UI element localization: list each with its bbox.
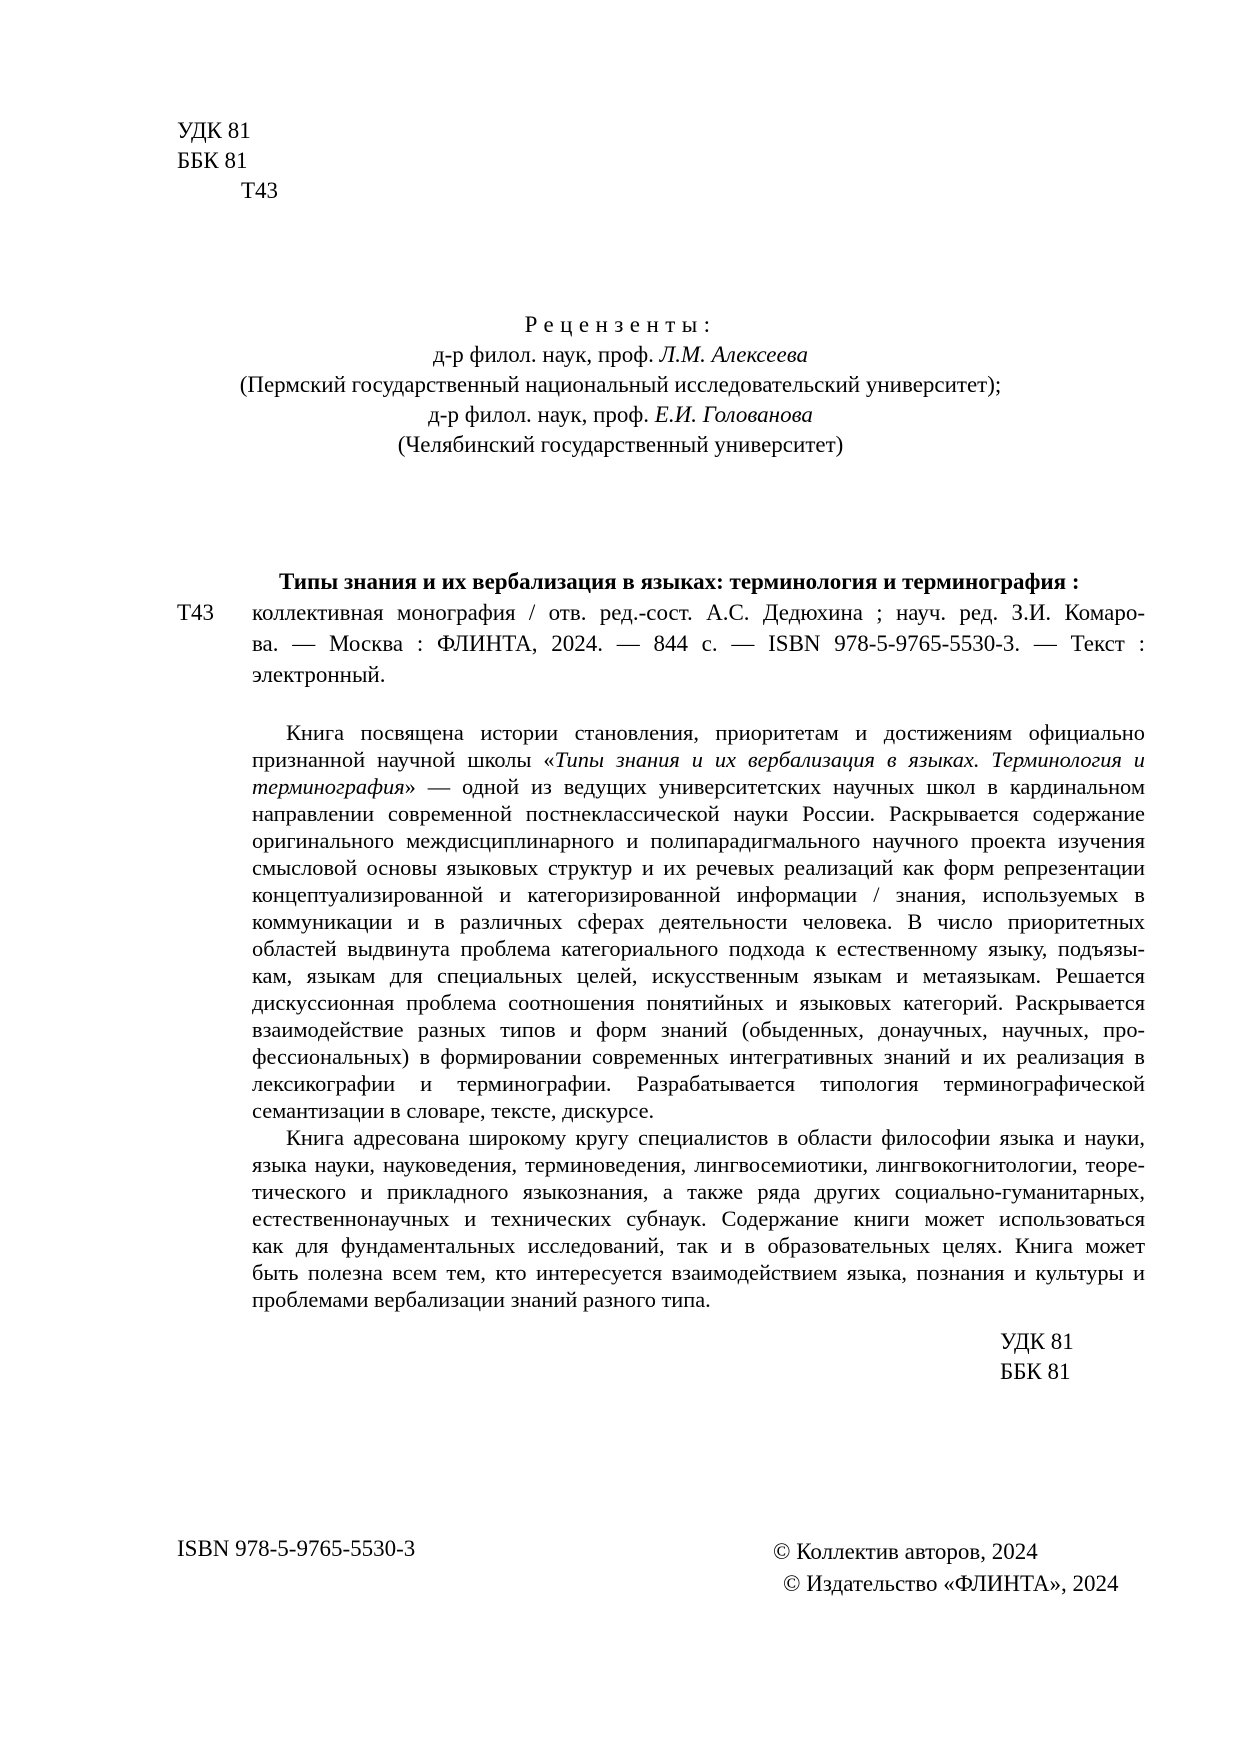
reviewer-1-degree: д-р филол. наук, проф. [432, 342, 654, 367]
school-name-italic: Типы знания и их вербализация в языках. Терминология и [554, 747, 1145, 772]
classification-top [177, 116, 278, 206]
annotation-line [252, 773, 1145, 800]
annotation-line: Книга посвящена истории становления, приоритетам и достижениям официально [286, 720, 1145, 745]
reviewer-2-name: Е.И. Голованова [654, 402, 813, 427]
copyright-authors: © Коллектив авторов, 2024 [773, 1539, 1038, 1564]
annotation-line: лексикографии и терминографии. Разрабатывается типология терминографической [252, 1071, 1145, 1096]
annotation-line: кам, языкам для специальных целей, искусственным языкам и метаязыкам. Решается [252, 963, 1145, 988]
annotation-text: признанной научной школы « [252, 747, 555, 772]
annotation-line: фессиональных) в формировании современных интегративных знаний и их реализация в [252, 1044, 1145, 1069]
annotation-line: оригинального междисциплинарного и полипарадигмального научного проекта изучения [252, 828, 1145, 853]
annotation-line: дискуссионная проблема соотношения понятийных и языковых категорий. Раскрывается [252, 990, 1145, 1015]
book-title: Типы знания и их вербализация в языках: терминология и терминография : [279, 569, 1080, 594]
annotation-line: как для фундаментальных исследований, так и в образовательных целях. Книга может [252, 1233, 1145, 1258]
annotation-line: языка науки, науковедения, терминоведения, лингвосемиотики, лингвокогнитологии, теоре- [252, 1152, 1145, 1177]
biblio-line-3: ва. — Москва : ФЛИНТА, 2024. — 844 с. — ISBN 978-5-9765-5530-3. — Текст : [252, 631, 1145, 656]
reviewer-1-name: Л.М. Алексеева [659, 342, 809, 367]
isbn: ISBN 978-5-9765-5530-3 [177, 1536, 416, 1561]
reviewer-2 [0, 400, 1241, 430]
annotation-line [252, 746, 1145, 773]
annotation-line: коммуникации и в различных сферах деятельности человека. В число приоритетных [252, 909, 1145, 934]
annotation-line: быть полезна всем тем, кто интересуется взаимодействием языка, познания и культуры и [252, 1260, 1145, 1285]
bbk-code-bottom: ББК 81 [1000, 1359, 1071, 1384]
copyright-publisher: © Издательство «ФЛИНТА», 2024 [783, 1571, 1119, 1596]
reviewers-heading: Рецензенты: [524, 312, 717, 337]
annotation-line: семантизации в словаре, тексте, дискурсе. [252, 1098, 655, 1123]
annotation-line: концептуализированной и категоризированной информации / знания, используемых в [252, 882, 1145, 907]
annotation-line: взаимодействие разных типов и форм знаний (обыденных, донаучных, научных, про- [252, 1017, 1145, 1042]
reviewers-block [0, 310, 1241, 460]
reviewer-1 [0, 340, 1241, 370]
copyright-block [773, 1536, 1119, 1600]
udk-code-bottom: УДК 81 [1000, 1329, 1074, 1354]
classification-bottom [1000, 1327, 1074, 1387]
udk-code: УДК 81 [177, 118, 251, 143]
reviewer-2-org: (Челябинский государственный университет) [397, 432, 844, 457]
annotation [252, 719, 1145, 1313]
bibliographic-record [252, 566, 1145, 690]
reviewer-1-org: (Пермский государственный национальный исследовательский университет); [239, 372, 1002, 397]
cutter-code: Т43 [241, 178, 279, 203]
biblio-line-2: коллективная монография / отв. ред.-сост. А.С. Дедюхина ; науч. ред. З.И. Комаро- [252, 600, 1145, 625]
annotation-line: смысловой основы языковых структур и их речевых реализаций как форм репрезентации [252, 855, 1145, 880]
annotation-line: естественнонаучных и технических субнаук. Содержание книги может использоваться [252, 1206, 1145, 1231]
biblio-line-4: электронный. [252, 662, 386, 687]
annotation-text: » — одной из ведущих университетских научных школ в кардинальном [404, 774, 1145, 799]
biblio-cutter: Т43 [177, 600, 215, 625]
bbk-code: ББК 81 [177, 148, 248, 173]
annotation-line: областей выдвинута проблема категориального подхода к естественному языку, подъязы- [252, 936, 1145, 961]
annotation-line: тического и прикладного языкознания, а также ряда других социально-гуманитарных, [252, 1179, 1145, 1204]
school-name-italic: терминография [252, 774, 405, 799]
reviewer-2-degree: д-р филол. наук, проф. [428, 402, 650, 427]
annotation-line: направлении современной постнеклассической науки России. Раскрывается содержание [252, 801, 1145, 826]
annotation-line: проблемами вербализации знаний разного типа. [252, 1287, 711, 1312]
annotation-line: Книга адресована широкому кругу специалистов в области философии языка и науки, [286, 1125, 1145, 1150]
